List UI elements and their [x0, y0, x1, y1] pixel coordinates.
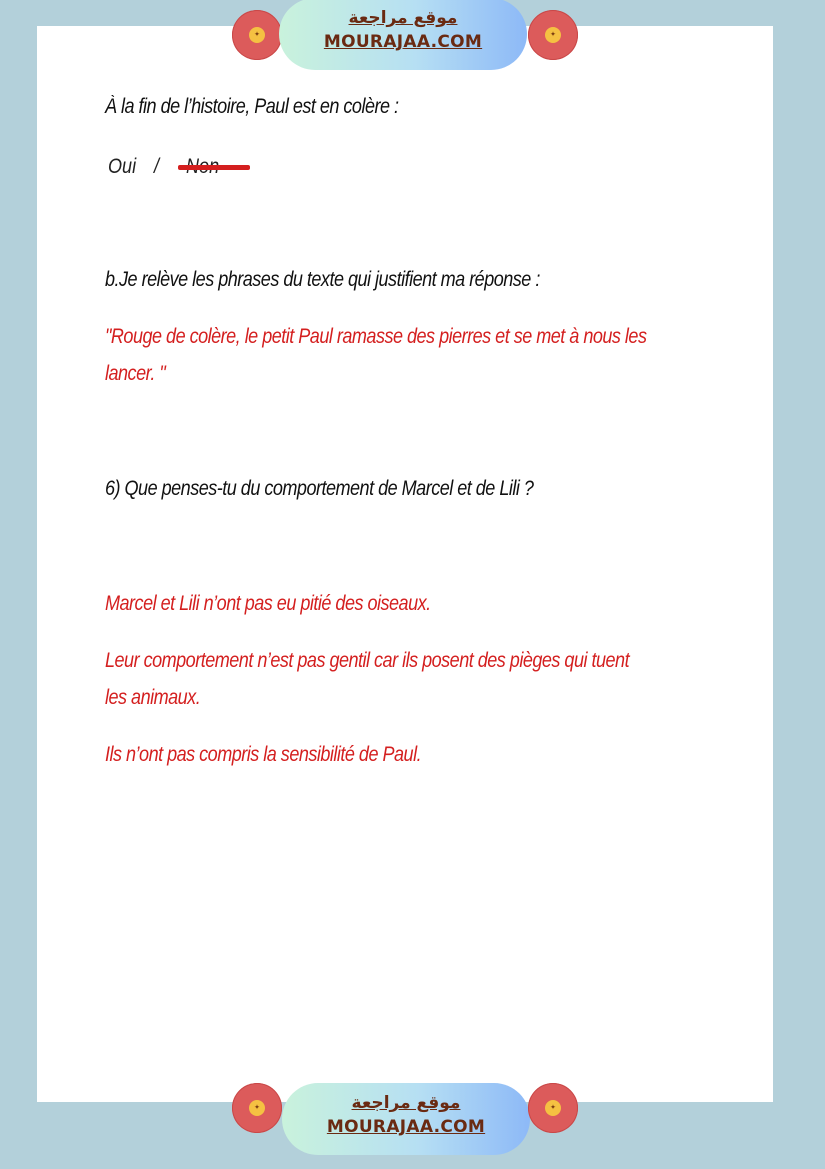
choice-separator: / — [154, 155, 160, 178]
strikethrough-mark — [178, 165, 250, 170]
site-logo-badge — [232, 1083, 282, 1133]
logo-icon: ✦ — [249, 27, 265, 43]
logo-icon: ✦ — [249, 1100, 265, 1116]
worksheet-page — [37, 26, 773, 1102]
site-logo-badge — [528, 10, 578, 60]
answer-6-line-1: Marcel et Lili n’ont pas eu pitié des oiseaux. — [105, 592, 431, 615]
question-6: 6) Que penses-tu du comportement de Marcel et de Lili ? — [105, 477, 534, 500]
logo-icon: ✦ — [545, 1100, 561, 1116]
watermark-arabic: موقع مراجعة — [351, 1093, 461, 1113]
watermark-banner-top[interactable] — [279, 0, 527, 70]
answer-6-line-2: Leur comportement n’est pas gentil car ils posent des pièges qui tuent — [105, 649, 630, 672]
logo-icon: ✦ — [545, 27, 561, 43]
watermark-banner-bottom[interactable] — [282, 1083, 530, 1155]
choice-yes: Oui — [108, 155, 137, 178]
answer-b-line-1: "Rouge de colère, le petit Paul ramasse des pierres et se met à nous les — [105, 325, 647, 348]
question-anger: À la fin de l’histoire, Paul est en colère : — [105, 95, 399, 118]
watermark-arabic: موقع مراجعة — [348, 8, 458, 28]
site-logo-badge — [232, 10, 282, 60]
site-logo-badge — [528, 1083, 578, 1133]
watermark-site[interactable]: MOURAJAA.COM — [323, 32, 483, 52]
watermark-site[interactable]: MOURAJAA.COM — [326, 1117, 486, 1137]
question-b: b.Je relève les phrases du texte qui justifient ma réponse : — [105, 268, 540, 291]
answer-b-line-2: lancer. " — [105, 362, 166, 385]
answer-6-line-3: les animaux. — [105, 686, 201, 709]
answer-6-line-4: Ils n’ont pas compris la sensibilité de Paul. — [105, 743, 422, 766]
